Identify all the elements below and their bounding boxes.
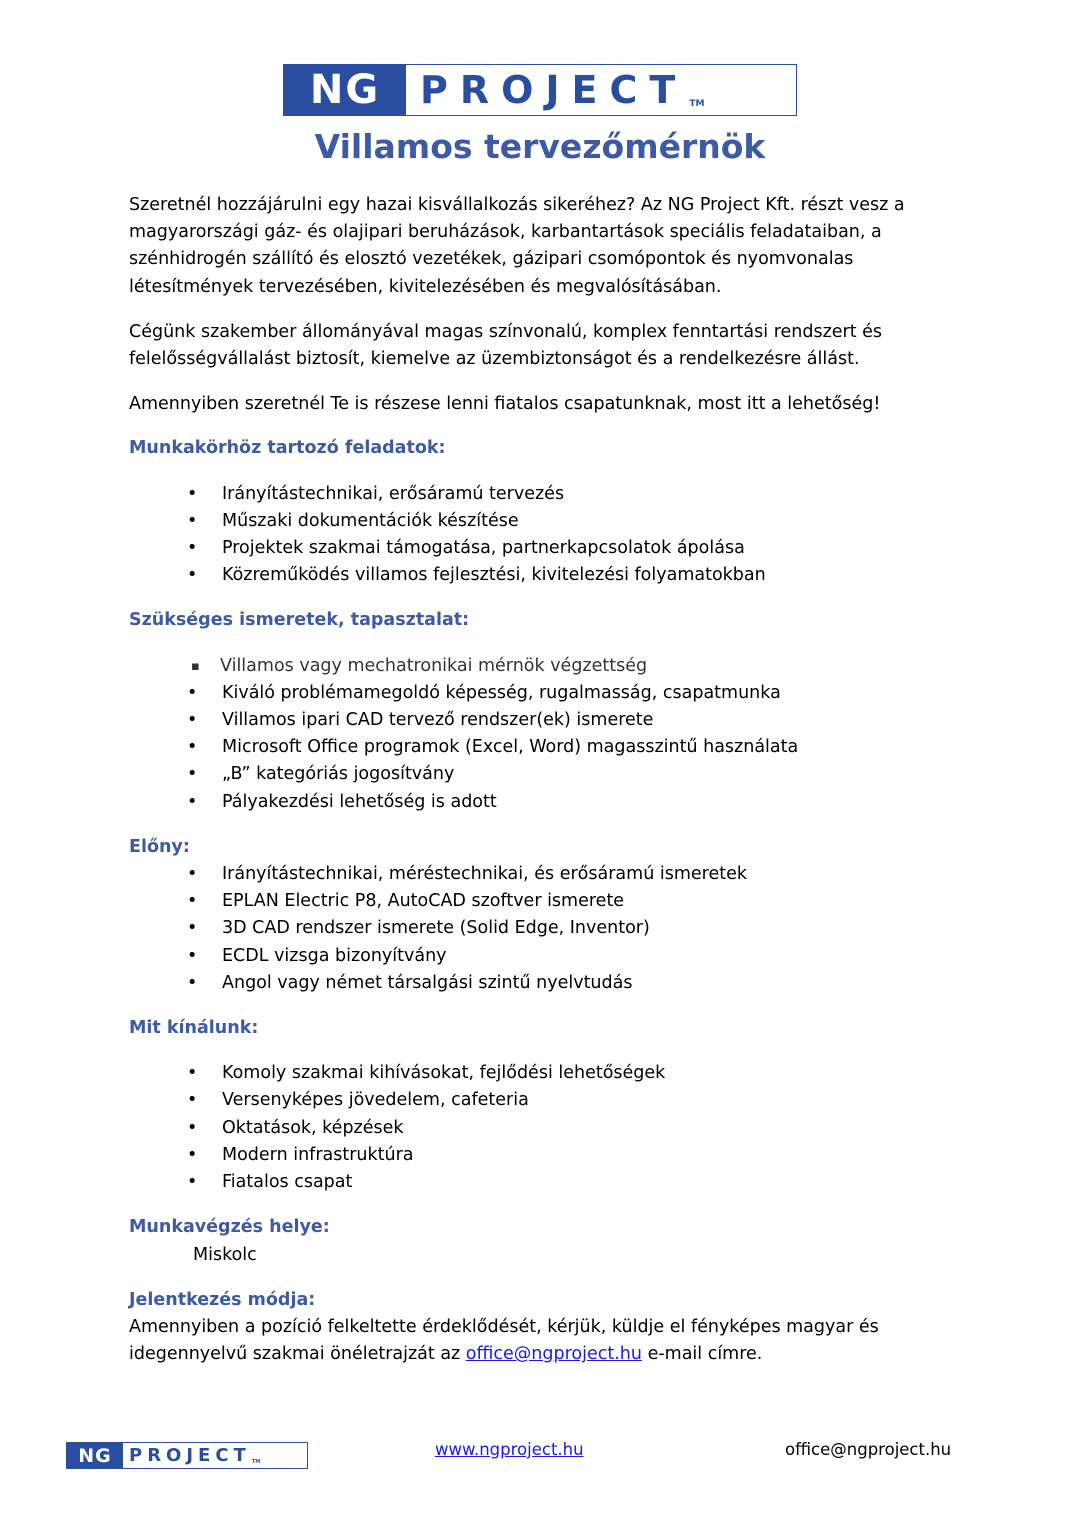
list-item: • Projektek szakmai támogatása, partnerkapcsolatok ápolása	[129, 535, 949, 562]
list-item: • Pályakezdési lehetőség is adott	[129, 789, 949, 816]
apply-text-before: Amennyiben a pozíció felkeltette érdeklődését, kérjük, küldje el fényképes magyar és idegennyelvű szakmai önéletrajzát az	[129, 1316, 879, 1365]
advantages-list	[129, 861, 949, 997]
advantages-heading: Előny:	[129, 836, 190, 857]
tasks-list	[129, 481, 949, 590]
requirements-heading: Szükséges ismeretek, tapasztalat:	[129, 610, 470, 631]
apply-text	[129, 1314, 949, 1368]
tasks-heading: Munkakörhöz tartozó feladatok:	[129, 438, 446, 459]
requirements-list	[129, 653, 949, 816]
list-item: • Kiváló problémamegoldó képesség, rugalmasság, csapatmunka	[129, 680, 949, 707]
list-item: • Versenyképes jövedelem, cafeteria	[129, 1087, 949, 1114]
logo-ng: NG	[284, 65, 406, 115]
footer-website-link[interactable]: www.ngproject.hu	[435, 1440, 584, 1459]
intro-paragraph-2: Cégünk szakember állományával magas színvonalú, komplex fenntartási rendszert és felelősségvállalást biztosít, kiemelve az üzembiztonságot és a rendelkezésre állást.	[129, 321, 883, 370]
list-item: • EPLAN Electric P8, AutoCAD szoftver ismerete	[129, 888, 949, 915]
location-heading: Munkavégzés helye:	[129, 1217, 330, 1238]
list-item: • Komoly szakmai kihívásokat, fejlődési lehetőségek	[129, 1060, 949, 1087]
intro-paragraph-1: Szeretnél hozzájárulni egy hazai kisvállalkozás sikeréhez? Az NG Project Kft. részt vesz a magyarországi gáz- és olajipari beruházások, karbantartások speciális feladataiban, a szénhidrogén szállító és elosztó vezetékek, gázipari csomópontok és nyomvonalas létesítmények tervezésében, kivitelezésében és megvalósításában.	[129, 195, 905, 297]
intro-paragraph-3: Amennyiben szeretnél Te is részese lenni fiatalos csapatunknak, most itt a lehetőség!	[129, 394, 881, 415]
page-title: Villamos tervezőmérnök	[314, 127, 766, 166]
offer-list	[129, 1060, 949, 1196]
footer-logo-tm: TM	[251, 1459, 261, 1465]
job-posting-body	[129, 192, 949, 1368]
list-item: • 3D CAD rendszer ismerete (Solid Edge, Inventor)	[129, 915, 949, 942]
list-item: • Angol vagy német társalgási szintű nyelvtudás	[129, 970, 949, 997]
logo-project: PROJECT	[420, 68, 688, 112]
location-value: Miskolc	[193, 1244, 257, 1265]
apply-text-after: e-mail címre.	[642, 1344, 763, 1365]
offer-heading: Mit kínálunk:	[129, 1018, 259, 1039]
apply-email-link[interactable]: office@ngproject.hu	[465, 1344, 642, 1365]
footer-email: office@ngproject.hu	[785, 1440, 952, 1459]
list-item: • Műszaki dokumentációk készítése	[129, 508, 949, 535]
list-item: • Irányítástechnikai, erősáramú tervezés	[129, 481, 949, 508]
footer-logo	[66, 1442, 308, 1469]
list-item: • Közreműködés villamos fejlesztési, kivitelezési folyamatokban	[129, 562, 949, 589]
logo-tm: TM	[689, 99, 705, 109]
list-item: • Irányítástechnikai, méréstechnikai, és erősáramú ismeretek	[129, 861, 949, 888]
footer-logo-project: PROJECT	[129, 1445, 251, 1466]
list-item: • „B” kategóriás jogosítvány	[129, 761, 949, 788]
list-item: • Fiatalos csapat	[129, 1169, 949, 1196]
list-item: • Microsoft Office programok (Excel, Word) magasszintű használata	[129, 734, 949, 761]
list-item: • Oktatások, képzések	[129, 1115, 949, 1142]
footer-logo-ng: NG	[67, 1443, 123, 1468]
list-item: ▪ Villamos vagy mechatronikai mérnök végzettség	[129, 653, 949, 680]
ngproject-logo	[283, 64, 797, 116]
apply-heading: Jelentkezés módja:	[129, 1289, 316, 1310]
list-item: • Modern infrastruktúra	[129, 1142, 949, 1169]
list-item: • Villamos ipari CAD tervező rendszer(ek) ismerete	[129, 707, 949, 734]
list-item: • ECDL vizsga bizonyítvány	[129, 943, 949, 970]
